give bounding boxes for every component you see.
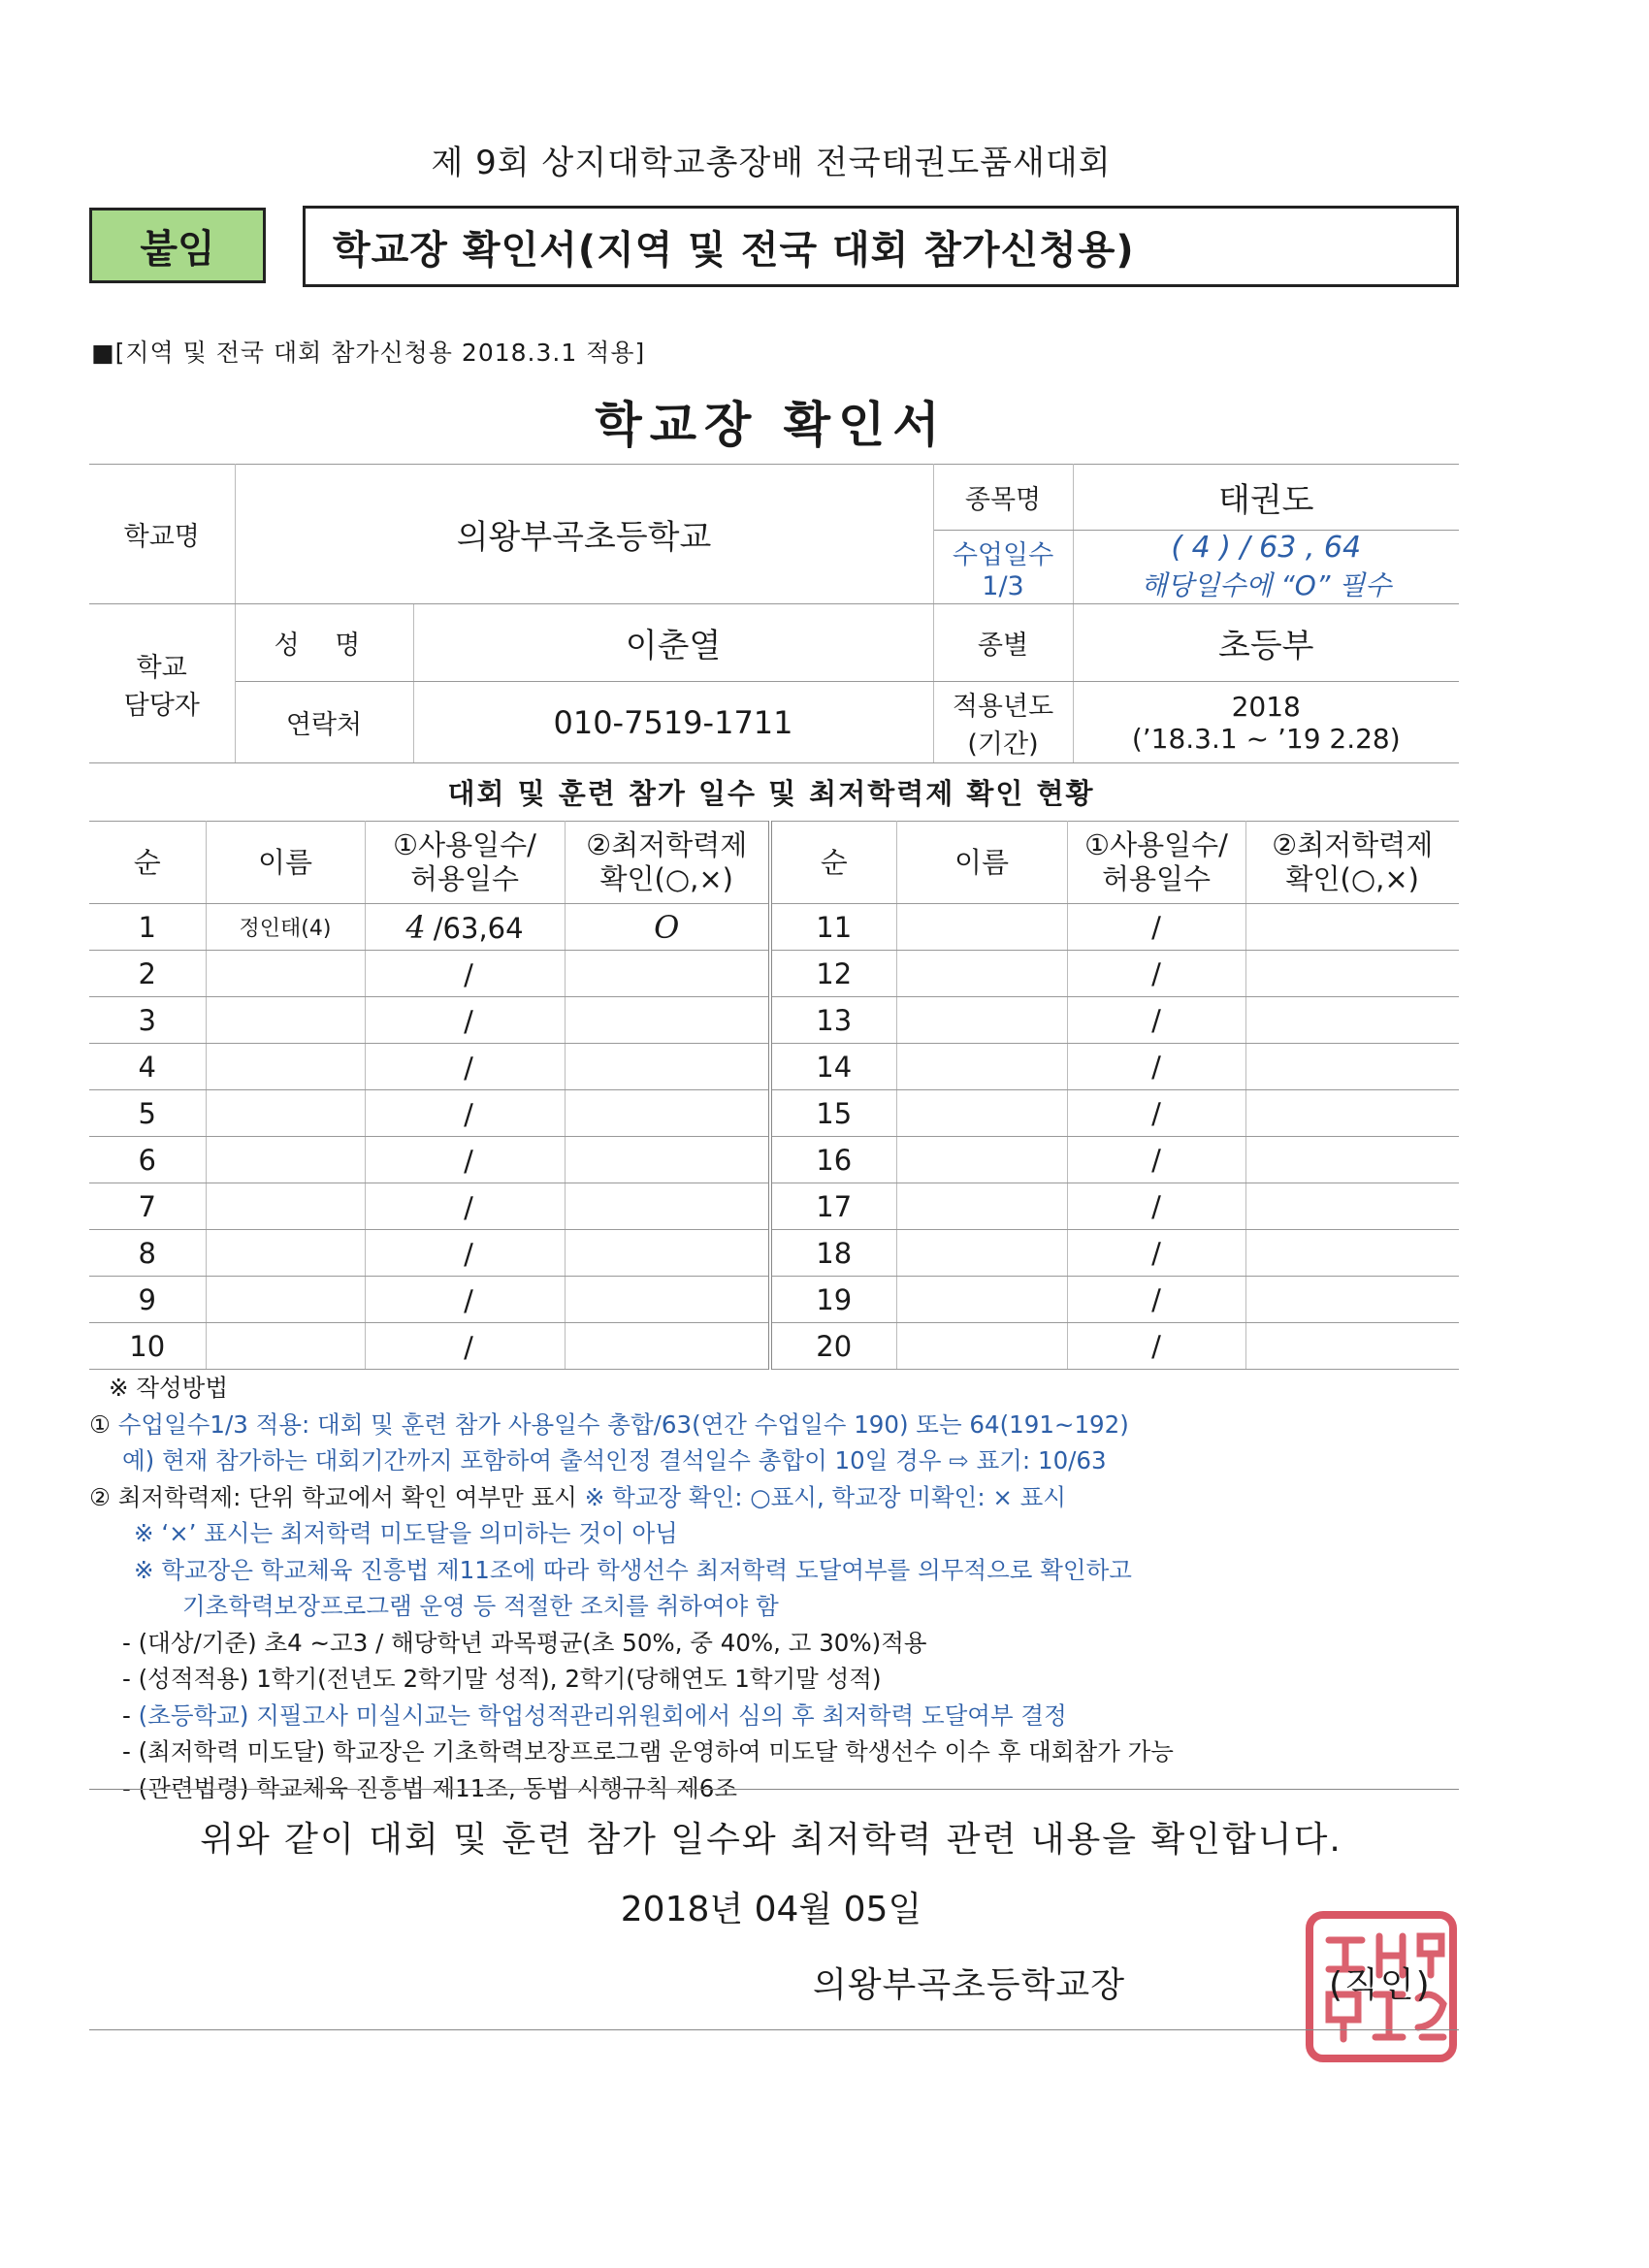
days-value xyxy=(365,1137,565,1183)
student-name xyxy=(896,1323,1067,1370)
header-check-right xyxy=(1245,822,1459,904)
event-title: 제 9회 상지대학교총장배 전국태권도품새대회 xyxy=(431,144,1112,182)
school-value: 의왕부곡초등학교 xyxy=(235,465,933,604)
check-mark xyxy=(1245,1323,1459,1370)
check-mark xyxy=(565,1323,770,1370)
note-1 xyxy=(89,1407,1467,1443)
event-label: 종목명 xyxy=(933,465,1073,531)
name-value: 이춘열 xyxy=(413,604,933,682)
days-label-line1: 수업일수 xyxy=(952,539,1054,570)
detail-5: - (관련법령) 학교체육 진흥법 제11조, 동법 시행규칙 제6조 xyxy=(122,1773,738,1802)
days-value xyxy=(365,1183,565,1230)
student-name xyxy=(206,1044,365,1090)
student-name xyxy=(206,1090,365,1137)
check-mark xyxy=(565,1090,770,1137)
name-label: 성 명 xyxy=(235,604,413,682)
table-row xyxy=(89,1090,1459,1137)
row-number: 7 xyxy=(89,1183,206,1230)
student-name xyxy=(896,1277,1067,1323)
note-4-cont: 기초학력보장프로그램 운영 등 적절한 조치를 취하여야 함 xyxy=(182,1592,779,1620)
days-value: / xyxy=(1067,1277,1245,1323)
row-number: 5 xyxy=(89,1090,206,1137)
year-value-line1: 2018 xyxy=(1231,690,1301,723)
note-1-example: 예) 현재 참가하는 대회기간까지 포함하여 출석인정 결석일수 총합이 10일 경우 ⇨ 표기: 10/63 xyxy=(122,1446,1107,1474)
row-number: 14 xyxy=(770,1044,896,1090)
check-mark xyxy=(1245,1277,1459,1323)
student-name xyxy=(206,951,365,997)
days-value xyxy=(365,951,565,997)
student-name xyxy=(206,1230,365,1277)
student-name: 정인태(4) xyxy=(206,904,365,951)
row-number: 2 xyxy=(89,951,206,997)
check-mark xyxy=(1245,1183,1459,1230)
division-label: 종별 xyxy=(933,604,1073,682)
days-value xyxy=(1073,531,1459,604)
year-label-line1: 적용년도 xyxy=(952,691,1054,722)
days-value xyxy=(365,1230,565,1277)
check-mark xyxy=(565,1183,770,1230)
divider-bottom xyxy=(89,2029,1459,2030)
student-name xyxy=(206,1277,365,1323)
roster-table xyxy=(89,821,1459,1370)
days-value-line1: ( 4 ) / 63 , 64 xyxy=(1171,531,1362,565)
student-name xyxy=(896,1137,1067,1183)
row-number: 18 xyxy=(770,1230,896,1277)
row-number: 19 xyxy=(770,1277,896,1323)
allowed-days: /63,64 xyxy=(433,911,524,945)
allowed-days: / xyxy=(464,1283,473,1317)
row-number: 12 xyxy=(770,951,896,997)
check-mark xyxy=(565,1277,770,1323)
table-row xyxy=(89,951,1459,997)
school-info-table xyxy=(89,464,1459,763)
table-row xyxy=(89,904,1459,951)
student-name xyxy=(896,1090,1067,1137)
header-check-right-line2: 확인(○,×) xyxy=(1285,862,1419,895)
notes-heading: ※ 작성방법 xyxy=(109,1374,228,1402)
header-check-line1: ②최저학력제 xyxy=(586,828,748,862)
days-value xyxy=(365,1323,565,1370)
header-days-right-line2: 허용일수 xyxy=(1101,862,1212,895)
days-value xyxy=(365,1044,565,1090)
days-value: / xyxy=(1067,997,1245,1044)
note-1-text: 수업일수1/3 적용: 대회 및 훈련 참가 사용일수 총합/63(연간 수업일수 190) 또는 64(191~192) xyxy=(117,1409,1129,1439)
check-mark xyxy=(1245,951,1459,997)
days-value: / xyxy=(1067,1323,1245,1370)
check-mark xyxy=(565,951,770,997)
check-mark xyxy=(1245,1230,1459,1277)
check-mark: O xyxy=(565,904,770,951)
student-name xyxy=(206,1137,365,1183)
roster-body xyxy=(89,904,1459,1370)
school-label: 학교명 xyxy=(89,465,235,604)
row-number: 1 xyxy=(89,904,206,951)
row-number: 11 xyxy=(770,904,896,951)
days-value xyxy=(365,904,565,951)
header-name-right: 이름 xyxy=(896,822,1067,904)
event-value: 태권도 xyxy=(1073,465,1459,531)
student-name xyxy=(206,1323,365,1370)
days-value xyxy=(365,997,565,1044)
days-value xyxy=(365,1090,565,1137)
header-check-right-line1: ②최저학력제 xyxy=(1272,828,1434,862)
note-1-number: ① xyxy=(89,1409,111,1439)
student-name xyxy=(896,1044,1067,1090)
document-title: 학교장 확인서 xyxy=(595,397,948,453)
note-4: ※ 학교장은 학교체육 진흥법 제11조에 따라 학생선수 최저학력 도달여부를 의무적으로 확인하고 xyxy=(134,1555,1132,1584)
division-value: 초등부 xyxy=(1073,604,1459,682)
row-number: 13 xyxy=(770,997,896,1044)
attach-badge: 붙임 xyxy=(89,208,266,283)
days-value: / xyxy=(1067,1230,1245,1277)
year-value-line2: (’18.3.1 ~ ’19 2.28) xyxy=(1131,722,1401,755)
allowed-days: / xyxy=(464,1190,473,1224)
row-number: 3 xyxy=(89,997,206,1044)
contact-value: 010-7519-1711 xyxy=(413,682,933,763)
table-row xyxy=(89,1183,1459,1230)
allowed-days: / xyxy=(464,1237,473,1271)
table-row xyxy=(89,1137,1459,1183)
year-label xyxy=(933,682,1073,763)
detail-3-dash: - xyxy=(122,1701,139,1730)
days-value: / xyxy=(1067,1137,1245,1183)
days-value: / xyxy=(1067,1044,1245,1090)
row-number: 17 xyxy=(770,1183,896,1230)
header-days xyxy=(365,822,565,904)
row-number: 16 xyxy=(770,1137,896,1183)
divider-top xyxy=(89,1789,1459,1790)
days-value xyxy=(365,1277,565,1323)
header-days-right-line1: ①사용일수/ xyxy=(1084,828,1228,862)
detail-1: - (대상/기준) 초4 ~고3 / 해당학년 과목평균(초 50%, 중 40%, 고 30%)적용 xyxy=(122,1628,927,1657)
contact-label: 연락처 xyxy=(235,682,413,763)
allowed-days: / xyxy=(464,1051,473,1085)
manager-label-line1: 학교 xyxy=(136,652,187,683)
note-2 xyxy=(89,1479,1467,1516)
student-name xyxy=(896,1230,1067,1277)
row-number: 20 xyxy=(770,1323,896,1370)
header-check-line2: 확인(○,×) xyxy=(599,862,733,895)
detail-4: - (최저학력 미도달) 학교장은 기초학력보장프로그램 운영하여 미도달 학생선수 이수 후 대회참가 가능 xyxy=(122,1737,1174,1766)
row-number: 9 xyxy=(89,1277,206,1323)
days-label-line2: 1/3 xyxy=(982,570,1024,601)
row-number: 4 xyxy=(89,1044,206,1090)
header-title: 학교장 확인서(지역 및 전국 대회 참가신청용) xyxy=(303,206,1459,287)
days-value: / xyxy=(1067,904,1245,951)
days-value: / xyxy=(1067,1183,1245,1230)
row-number: 15 xyxy=(770,1090,896,1137)
check-mark xyxy=(1245,997,1459,1044)
allowed-days: / xyxy=(464,1097,473,1131)
detail-3 xyxy=(89,1698,1467,1734)
table-row xyxy=(89,1277,1459,1323)
document-date: 2018년 04월 05일 xyxy=(620,1890,922,1929)
check-mark xyxy=(565,1044,770,1090)
header-check xyxy=(565,822,770,904)
apply-note: ■[지역 및 전국 대회 참가신청용 2018.3.1 적용] xyxy=(91,339,646,367)
allowed-days: / xyxy=(464,1144,473,1178)
section-title: 대회 및 훈련 참가 일수 및 최저학력제 확인 현황 xyxy=(447,777,1095,810)
header-name: 이름 xyxy=(206,822,365,904)
row-number: 10 xyxy=(89,1323,206,1370)
header-no-right: 순 xyxy=(770,822,896,904)
check-mark xyxy=(565,997,770,1044)
instructions xyxy=(89,1370,1467,1806)
used-days: 4 xyxy=(405,908,426,946)
manager-label-line2: 담당자 xyxy=(123,690,200,721)
note-2-number: ② xyxy=(89,1482,111,1511)
confirmation-text: 위와 같이 대회 및 훈련 참가 일수와 최저학력 관련 내용을 확인합니다. xyxy=(200,1820,1342,1860)
days-value-line2: 해당일수에 “O” 필수 xyxy=(1141,569,1392,601)
header-days-line1: ①사용일수/ xyxy=(393,828,536,862)
manager-label xyxy=(89,604,235,763)
seal-label: (직인) xyxy=(1329,1965,1432,2005)
table-row xyxy=(89,1044,1459,1090)
detail-3-text: (초등학교) 지필고사 미실시교는 학업성적관리위원회에서 심의 후 최저학력 도달여부 결정 xyxy=(138,1701,1067,1730)
student-name xyxy=(206,997,365,1044)
row-number: 6 xyxy=(89,1137,206,1183)
check-mark xyxy=(565,1137,770,1183)
year-value xyxy=(1073,682,1459,763)
principal-name: 의왕부곡초등학교장 xyxy=(813,1965,1125,2005)
allowed-days: / xyxy=(464,1004,473,1038)
student-name xyxy=(896,1183,1067,1230)
allowed-days: / xyxy=(464,957,473,991)
student-name xyxy=(896,997,1067,1044)
table-row xyxy=(89,997,1459,1044)
header-days-right xyxy=(1067,822,1245,904)
table-row xyxy=(89,1230,1459,1277)
year-label-line2: (기간) xyxy=(967,729,1039,760)
header-no: 순 xyxy=(89,822,206,904)
check-mark xyxy=(1245,1090,1459,1137)
allowed-days: / xyxy=(464,1330,473,1364)
days-label xyxy=(933,531,1073,604)
days-value: / xyxy=(1067,951,1245,997)
check-mark xyxy=(1245,904,1459,951)
note-2-marking: ※ 학교장 확인: ○표시, 학교장 미확인: × 표시 xyxy=(584,1482,1067,1511)
note-3: ※ ‘×’ 표시는 최저학력 미도달을 의미하는 것이 아님 xyxy=(134,1519,678,1547)
check-mark xyxy=(1245,1137,1459,1183)
table-row xyxy=(89,1323,1459,1370)
days-value: / xyxy=(1067,1090,1245,1137)
student-name xyxy=(206,1183,365,1230)
header-days-line2: 허용일수 xyxy=(409,862,520,895)
student-name xyxy=(896,951,1067,997)
check-mark xyxy=(565,1230,770,1277)
check-mark xyxy=(1245,1044,1459,1090)
row-number: 8 xyxy=(89,1230,206,1277)
student-name xyxy=(896,904,1067,951)
note-2-text: 최저학력제: 단위 학교에서 확인 여부만 표시 xyxy=(117,1482,585,1511)
detail-2: - (성적적용) 1학기(전년도 2학기말 성적), 2학기(당해연도 1학기말 성적) xyxy=(122,1665,882,1693)
